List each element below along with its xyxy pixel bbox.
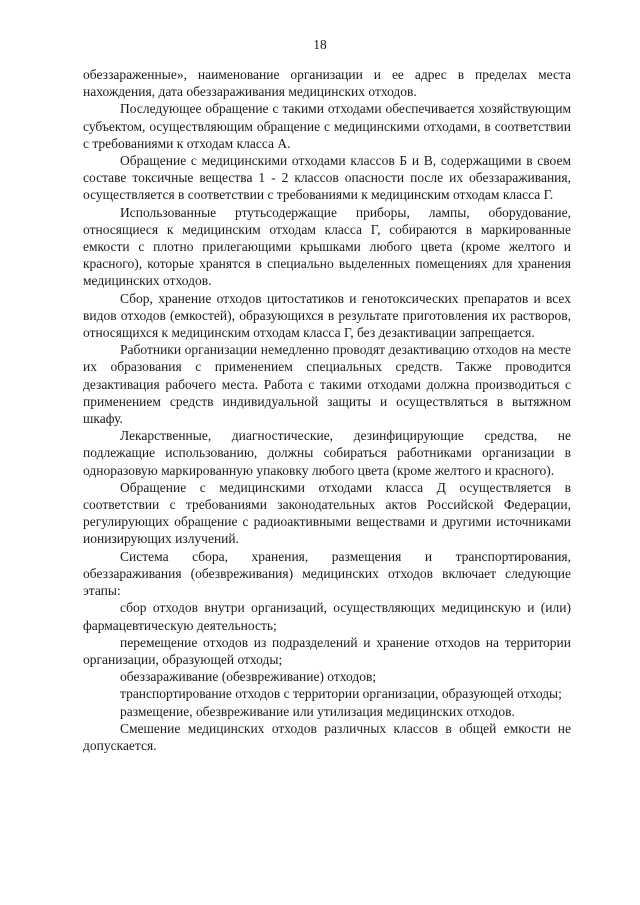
paragraph: Сбор, хранение отходов цитостатиков и генотоксических препаратов и всех видов отходов (емкостей), образующихся в результате приготовления их растворов, относящихся к медицинским отходам класса Г, без дезактивации запрещается.: [83, 290, 571, 341]
paragraph: Система сбора, хранения, размещения и транспортирования, обеззараживания (обезвреживания) медицинских отходов включает следующие этапы:: [83, 548, 571, 599]
list-item: транспортирование отходов с территории организации, образующей отходы;: [120, 686, 562, 702]
document-body: [83, 66, 571, 754]
paragraph: Лекарственные, диагностические, дезинфицирующие средства, не подлежащие использованию, должны собираться работниками организации в одноразовую маркированную упаковку любого цвета (кроме желтого и красного).: [83, 428, 571, 478]
paragraph: Обращение с медицинскими отходами классов Б и В, содержащими в своем составе токсичные вещества 1 - 2 классов опасности после их обеззараживания, осуществляется в соответствии с требованиями к медицинским отходам класса Г.: [83, 153, 571, 203]
paragraph: Обращение с медицинскими отходами класса Д осуществляется в соответствии с требованиями законодательных актов Российской Федерации, регулирующих обращение с радиоактивными веществами и другими источниками ионизирующих излучений.: [83, 479, 571, 547]
list-item: обеззараживание (обезвреживание) отходов;: [120, 669, 377, 685]
paragraph: Работники организации немедленно проводят дезактивацию отходов на месте их образования с применением специальных средств. Также проводится дезактивация рабочего места. Работа с такими отходами должна производиться с применением средств индивидуальной защиты и осуществляться в вытяжном шкафу.: [83, 342, 571, 427]
page-number: 18: [313, 37, 327, 52]
list-item: размещение, обезвреживание или утилизация медицинских отходов.: [120, 703, 515, 719]
list-item: сбор отходов внутри организаций, осуществляющих медицинскую и (или) фармацевтическую деятельность;: [83, 600, 571, 633]
paragraph: Использованные ртутьсодержащие приборы, лампы, оборудование, относящиеся к медицинским отходам класса Г, собираются в маркированные емкости с плотно прилегающими крышками любого цвета (кроме желтого и красного), которые хранятся в специально выделенных помещениях для хранения медицинских отходов.: [83, 204, 571, 289]
paragraph: Последующее обращение с такими отходами обеспечивается хозяйствующим субъектом, осуществляющим обращение с медицинскими отходами, в соответствии с требованиями к отходам класса А.: [83, 101, 571, 151]
paragraph: Смешение медицинских отходов различных классов в общей емкости не допускается.: [83, 720, 571, 753]
list-item: перемещение отходов из подразделений и хранение отходов на территории организации, образующей отходы;: [83, 634, 571, 667]
paragraph-continuation: обеззараженные», наименование организации и ее адрес в пределах места нахождения, дата обеззараживания медицинских отходов.: [83, 67, 571, 100]
